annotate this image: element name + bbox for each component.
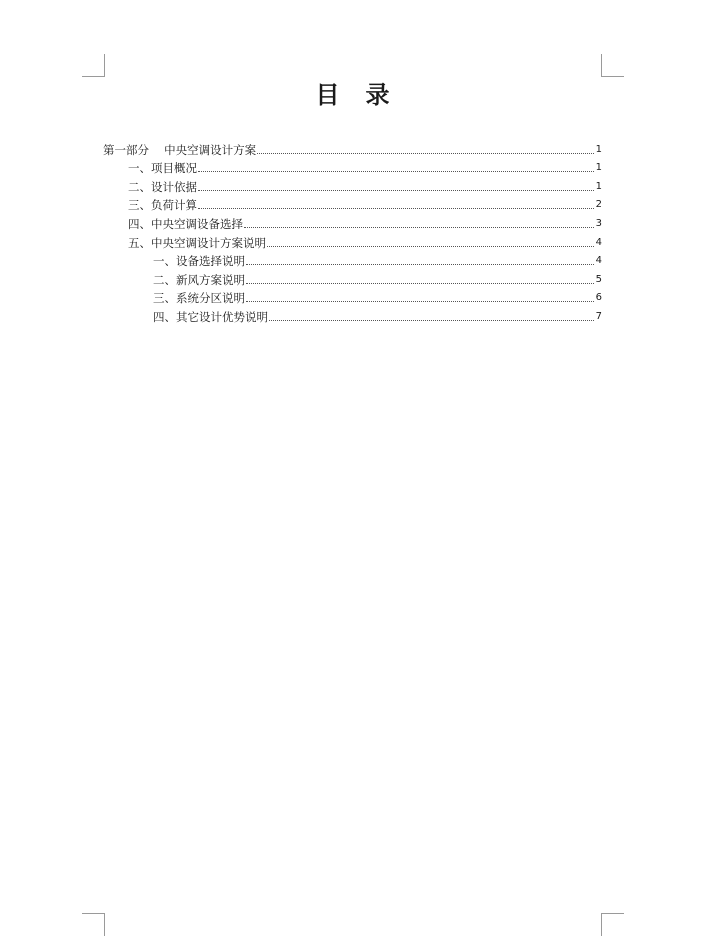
dot-leader bbox=[198, 189, 594, 191]
margin-mark-top-right bbox=[601, 54, 624, 77]
toc-entry-other-advantages[interactable] bbox=[103, 306, 602, 325]
dot-leader bbox=[244, 226, 594, 228]
toc-entry-label: 二、新风方案说明 bbox=[153, 272, 245, 287]
toc-title: 目 录 bbox=[315, 80, 391, 109]
dot-leader bbox=[269, 319, 594, 321]
dot-leader bbox=[198, 170, 594, 172]
dot-leader bbox=[257, 152, 593, 154]
margin-mark-bottom-left bbox=[82, 913, 105, 936]
toc-entry-equipment-description[interactable] bbox=[103, 251, 602, 270]
toc-entry-label: 四、其它设计优势说明 bbox=[153, 309, 268, 324]
toc-page-number: 1 bbox=[595, 162, 602, 174]
toc-entry-label: 一、设备选择说明 bbox=[153, 254, 245, 269]
dot-leader bbox=[198, 207, 594, 209]
toc-entry-label: 第一部分 中央空调设计方案 bbox=[103, 142, 257, 157]
dot-leader bbox=[267, 245, 594, 247]
toc-entry-system-zoning[interactable] bbox=[103, 288, 602, 307]
toc-entry-project-overview[interactable] bbox=[103, 158, 602, 177]
toc-entry-equipment-selection[interactable] bbox=[103, 213, 602, 232]
toc-page-number: 7 bbox=[595, 310, 602, 322]
toc-entry-label: 三、系统分区说明 bbox=[153, 291, 245, 306]
toc-page-number: 4 bbox=[595, 255, 602, 267]
toc-page-number: 5 bbox=[595, 273, 602, 285]
toc-entry-design-description[interactable] bbox=[103, 232, 602, 251]
toc-entry-part-1[interactable] bbox=[103, 139, 602, 158]
dot-leader bbox=[246, 300, 594, 302]
toc-entry-label: 一、项目概况 bbox=[128, 161, 197, 176]
toc-page-number: 2 bbox=[595, 199, 602, 211]
toc-entry-label: 二、设计依据 bbox=[128, 179, 197, 194]
toc-page-number: 6 bbox=[595, 292, 602, 304]
dot-leader bbox=[246, 263, 594, 265]
toc-page-number: 1 bbox=[595, 143, 602, 155]
toc-entry-label: 四、中央空调设备选择 bbox=[128, 216, 243, 231]
margin-mark-top-left bbox=[82, 54, 105, 77]
toc-entry-fresh-air[interactable] bbox=[103, 269, 602, 288]
table-of-contents bbox=[103, 139, 602, 325]
toc-page-number: 1 bbox=[595, 180, 602, 192]
dot-leader bbox=[246, 282, 594, 284]
toc-entry-load-calculation[interactable] bbox=[103, 195, 602, 214]
toc-entry-label: 三、负荷计算 bbox=[128, 198, 197, 213]
margin-mark-bottom-right bbox=[601, 913, 624, 936]
toc-page-number: 3 bbox=[595, 217, 602, 229]
toc-entry-design-basis[interactable] bbox=[103, 176, 602, 195]
toc-page-number: 4 bbox=[595, 236, 602, 248]
toc-entry-label: 五、中央空调设计方案说明 bbox=[128, 235, 266, 250]
